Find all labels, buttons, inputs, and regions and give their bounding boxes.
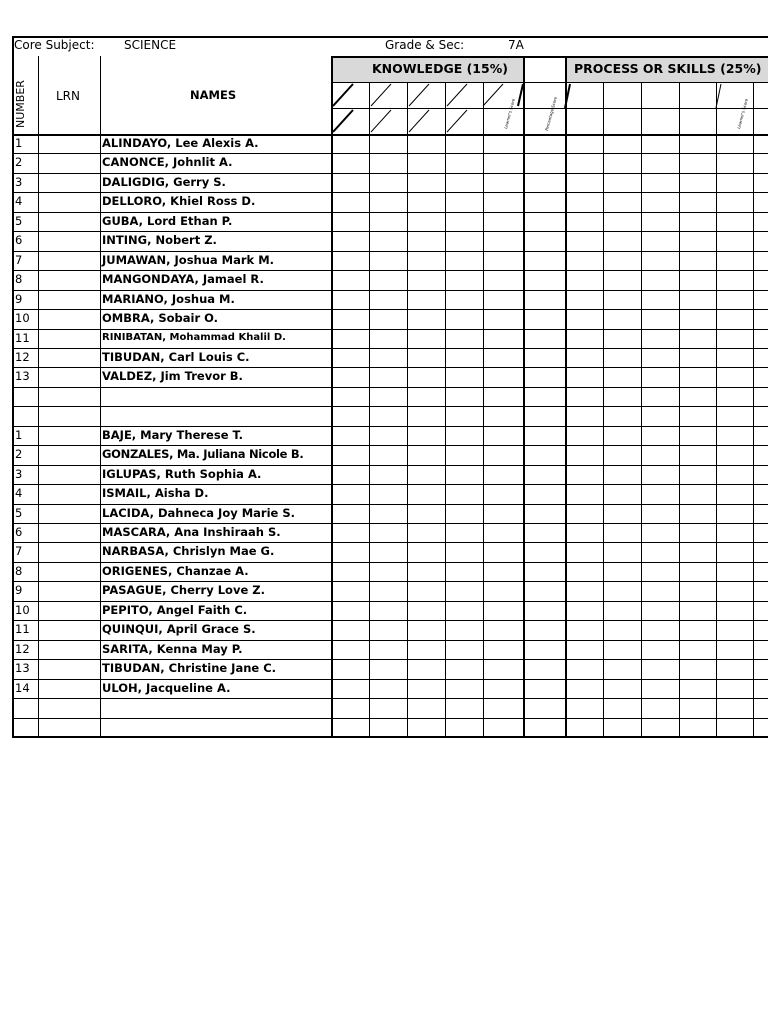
student-number: 10 <box>15 602 30 617</box>
student-name: MANGONDAYA, Jamael R. <box>102 272 264 287</box>
student-number: 11 <box>15 330 30 345</box>
student-number: 14 <box>15 680 30 695</box>
student-number: 8 <box>15 563 23 578</box>
student-number: 13 <box>15 369 30 384</box>
student-number: 4 <box>15 194 23 209</box>
grade-section-label: Grade & Sec: <box>385 38 465 52</box>
student-name: IGLUPAS, Ruth Sophia A. <box>102 466 262 481</box>
student-name: ORIGENES, Chanzae A. <box>102 563 249 578</box>
student-number: 12 <box>15 641 30 656</box>
core-subject-label: Core Subject: <box>14 38 95 52</box>
names-column-header: NAMES <box>190 88 237 102</box>
student-number: 5 <box>15 213 23 228</box>
student-name: CANONCE, Johnlit A. <box>102 155 233 170</box>
header-diagonal-stroke <box>716 84 721 108</box>
student-number: 1 <box>15 427 23 442</box>
student-number: 4 <box>15 486 23 501</box>
knowledge-percentage-score-header: Percentage Score <box>544 96 558 132</box>
lrn-column-header: LRN <box>56 89 80 103</box>
student-number: 6 <box>15 525 23 539</box>
core-subject-value: SCIENCE <box>124 38 177 52</box>
student-name: BAJE, Mary Therese T. <box>102 427 243 442</box>
header-diagonal-stroke <box>333 110 353 132</box>
number-column-header: NUMBER <box>14 80 27 128</box>
student-number: 3 <box>15 174 23 189</box>
knowledge-column-header: KNOWLEDGE (15%) <box>372 61 508 76</box>
header-diagonal-stroke <box>371 110 391 132</box>
header-diagonal-stroke <box>447 84 467 106</box>
student-number: 2 <box>15 155 23 170</box>
student-name: OMBRA, Sobair O. <box>102 311 219 326</box>
student-name: VALDEZ, Jim Trevor B. <box>102 369 243 384</box>
process-skills-column-header: PROCESS OR SKILLS (25%) <box>574 61 762 76</box>
student-number: 7 <box>15 544 23 559</box>
student-number: 1 <box>15 136 23 150</box>
student-name: ALINDAYO, Lee Alexis A. <box>102 136 259 150</box>
student-name: MASCARA, Ana Inshiraah S. <box>102 525 281 539</box>
header-diagonal-stroke <box>409 84 429 106</box>
student-name: PEPITO, Angel Faith C. <box>102 602 248 617</box>
header-diagonal-stroke <box>409 110 429 132</box>
grade-section-value: 7A <box>508 38 524 52</box>
student-name: LACIDA, Dahneca Joy Marie S. <box>102 505 295 520</box>
student-name: DELLORO, Khiel Ross D. <box>102 194 256 209</box>
student-number: 6 <box>15 233 23 248</box>
student-name: DALIGDIG, Gerry S. <box>102 174 226 189</box>
student-name: TIBUDAN, Christine Jane C. <box>102 661 277 676</box>
student-name: QUINQUI, April Grace S. <box>102 622 256 637</box>
student-number: 5 <box>15 505 23 520</box>
student-name: RINIBATAN, Mohammad Khalil D. <box>102 331 286 343</box>
header-diagonal-stroke <box>371 84 391 106</box>
student-name: JUMAWAN, Joshua Mark M. <box>102 252 275 267</box>
student-number: 2 <box>15 447 23 462</box>
process-learners-score-header: Learner's Score <box>736 98 749 130</box>
student-name: TIBUDAN, Carl Louis C. <box>102 349 250 364</box>
student-name: INTING, Nobert Z. <box>102 233 217 248</box>
student-number: 3 <box>15 466 23 481</box>
student-number: 11 <box>15 622 30 637</box>
student-number: 10 <box>15 311 30 326</box>
header-diagonal-stroke <box>333 84 353 106</box>
knowledge-learners-score-header: Learner's Score <box>503 98 516 130</box>
student-name: NARBASA, Chrislyn Mae G. <box>102 544 275 559</box>
student-name: GUBA, Lord Ethan P. <box>102 213 233 228</box>
student-number: 9 <box>15 291 23 306</box>
student-number: 12 <box>15 349 30 364</box>
student-number: 9 <box>15 583 23 598</box>
student-number: 7 <box>15 252 23 267</box>
student-number: 8 <box>15 272 23 287</box>
student-number: 13 <box>15 661 30 676</box>
header-diagonal-stroke <box>518 84 523 106</box>
header-diagonal-stroke <box>483 84 503 106</box>
student-name: ULOH, Jacqueline A. <box>102 680 231 695</box>
student-name: SARITA, Kenna May P. <box>102 641 243 656</box>
student-name: MARIANO, Joshua M. <box>102 291 235 306</box>
student-name: ISMAIL, Aisha D. <box>102 486 209 501</box>
header-diagonal-stroke <box>447 110 467 132</box>
student-name: GONZALES, Ma. Juliana Nicole B. <box>102 447 304 462</box>
header-diagonal-stroke <box>565 84 570 108</box>
student-name: PASAGUE, Cherry Love Z. <box>102 583 265 598</box>
